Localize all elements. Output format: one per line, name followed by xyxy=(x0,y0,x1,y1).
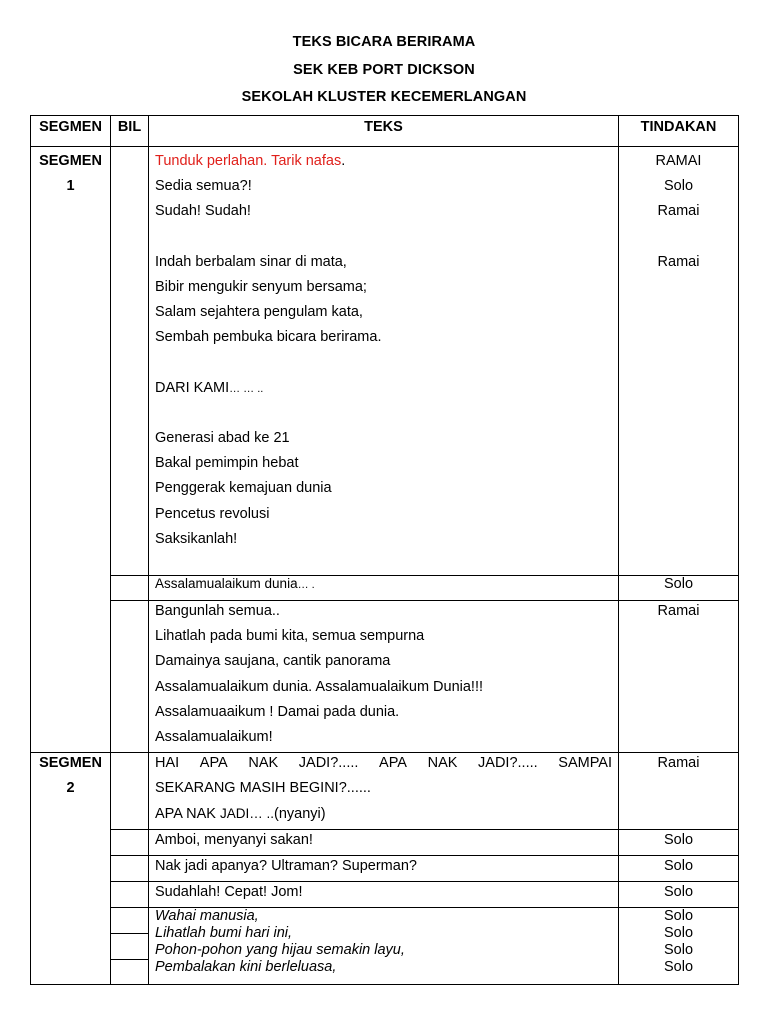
header-tindakan: TINDAKAN xyxy=(619,116,739,147)
blank-line xyxy=(155,403,612,428)
action-text: Solo xyxy=(663,908,694,925)
text-line: Bakal pemimpin hebat xyxy=(155,455,299,472)
text-line: Pohon-pohon yang hijau semakin layu, xyxy=(155,942,405,959)
tindakan-cell xyxy=(619,576,739,601)
text-line: Generasi abad ke 21 xyxy=(155,430,290,447)
table-row xyxy=(31,601,739,753)
tindakan-cell xyxy=(619,855,739,881)
tindakan-cell xyxy=(619,601,739,753)
tindakan-cell xyxy=(619,147,739,576)
teks-cell xyxy=(149,753,619,830)
segment-number: 2 xyxy=(66,780,75,797)
action-text: Solo xyxy=(663,942,694,959)
action-text: Solo xyxy=(663,958,694,975)
segment-label: SEGMEN xyxy=(39,153,102,169)
action-text: Ramai xyxy=(657,603,700,619)
justified-word: APA xyxy=(199,755,228,772)
action-text: Solo xyxy=(663,178,694,195)
action-text: RAMAI xyxy=(655,153,702,169)
tindakan-cell xyxy=(619,882,739,908)
table-row xyxy=(31,829,739,855)
script-table xyxy=(30,115,739,985)
justified-word: SAMPAI xyxy=(558,755,612,772)
teks-cell xyxy=(149,576,619,601)
table-row xyxy=(31,855,739,881)
table-row xyxy=(31,147,739,576)
text-line: Sedia semua?! xyxy=(155,178,252,195)
action-text: Solo xyxy=(663,925,694,942)
bil-cell xyxy=(111,882,149,908)
text-line: Assalamuaaikum ! Damai pada dunia. xyxy=(155,703,400,720)
text-line: Tunduk perlahan. Tarik nafas. xyxy=(155,153,346,169)
segment-number: 1 xyxy=(66,178,75,195)
text-line: Sudah! Sudah! xyxy=(155,203,251,220)
bil-cell xyxy=(111,753,149,830)
teks-cell xyxy=(149,908,619,985)
text-line: APA NAK JADI… ..(nyanyi) xyxy=(155,805,326,822)
justified-word: NAK xyxy=(248,755,279,772)
text-line: Wahai manusia, xyxy=(155,908,259,925)
action-text: Ramai xyxy=(657,755,700,772)
school-subtitle: SEKOLAH KLUSTER KECEMERLANGAN xyxy=(241,89,527,105)
text-line: Bibir mengukir senyum bersama; xyxy=(155,278,367,295)
text-line: Saksikanlah! xyxy=(155,530,238,547)
text-line: Lihatlah pada bumi kita, semua sempurna xyxy=(155,628,425,645)
action-text: Ramai xyxy=(657,203,700,220)
teks-cell xyxy=(149,882,619,908)
text-line: Salam sejahtera pengulam kata, xyxy=(155,304,363,321)
justified-word: HAI xyxy=(155,755,180,772)
bil-cell xyxy=(111,576,149,601)
text-line: Indah berbalam sinar di mata, xyxy=(155,253,347,270)
text-line: Damainya saujana, cantik panorama xyxy=(155,653,391,670)
text-line: Bangunlah semua.. xyxy=(155,603,280,619)
header-segmen: SEGMEN xyxy=(31,116,111,147)
segment-cell xyxy=(31,147,111,753)
table-header-row xyxy=(31,116,739,147)
blank-line xyxy=(155,353,612,378)
table-row xyxy=(31,882,739,908)
justified-line xyxy=(155,753,612,778)
tindakan-cell xyxy=(619,829,739,855)
segment-cell xyxy=(31,753,111,985)
action-text: Solo xyxy=(663,884,694,901)
segment-label: SEGMEN xyxy=(39,755,102,772)
table-row xyxy=(31,576,739,601)
document-title: TEKS BICARA BERIRAMA xyxy=(292,34,476,50)
bil-cell xyxy=(111,908,149,985)
red-text: Tunduk perlahan. Tarik nafas xyxy=(155,153,342,169)
text-line: Nak jadi apanya? Ultraman? Superman? xyxy=(155,857,417,874)
teks-cell xyxy=(149,601,619,753)
justified-word: NAK xyxy=(427,755,458,772)
bil-cell xyxy=(111,601,149,753)
teks-cell xyxy=(149,855,619,881)
text-line: Penggerak kemajuan dunia xyxy=(155,480,332,497)
text-line: SEKARANG MASIH BEGINI?...... xyxy=(155,780,371,797)
text-line: Assalamualaikum dunia. Assalamualaikum Dunia!!! xyxy=(155,678,484,695)
justified-word: JADI?..... xyxy=(298,755,359,772)
table-row xyxy=(31,908,739,985)
text-line: Assalamualaikum! xyxy=(155,728,273,745)
action-text: Ramai xyxy=(657,253,700,270)
blank-line xyxy=(155,227,612,252)
action-text: Solo xyxy=(663,831,694,848)
table-row xyxy=(31,753,739,830)
bil-cell xyxy=(111,829,149,855)
tindakan-cell xyxy=(619,908,739,985)
text-line: Lihatlah bumi hari ini, xyxy=(155,925,293,942)
header-teks: TEKS xyxy=(149,116,619,147)
text-line: Assalamualaikum dunia… . xyxy=(155,576,315,591)
bil-cell xyxy=(111,855,149,881)
text-line: Amboi, menyanyi sakan! xyxy=(155,831,313,848)
text-line: Pencetus revolusi xyxy=(155,505,270,522)
text-line: Pembalakan kini berleluasa, xyxy=(155,958,337,975)
teks-cell xyxy=(149,829,619,855)
header-bil: BIL xyxy=(111,116,149,147)
justified-word: APA xyxy=(379,755,407,772)
text-line: Sembah pembuka bicara berirama. xyxy=(155,329,382,346)
text-line: Sudahlah! Cepat! Jom! xyxy=(155,884,303,901)
text-line: DARI KAMI… … .. xyxy=(155,379,264,396)
action-text: Solo xyxy=(663,857,694,874)
action-text: Solo xyxy=(663,576,694,592)
bil-cell xyxy=(111,147,149,576)
teks-cell xyxy=(149,147,619,576)
school-name: SEK KEB PORT DICKSON xyxy=(293,62,475,78)
tindakan-cell xyxy=(619,753,739,830)
justified-word: JADI?..... xyxy=(478,755,538,772)
